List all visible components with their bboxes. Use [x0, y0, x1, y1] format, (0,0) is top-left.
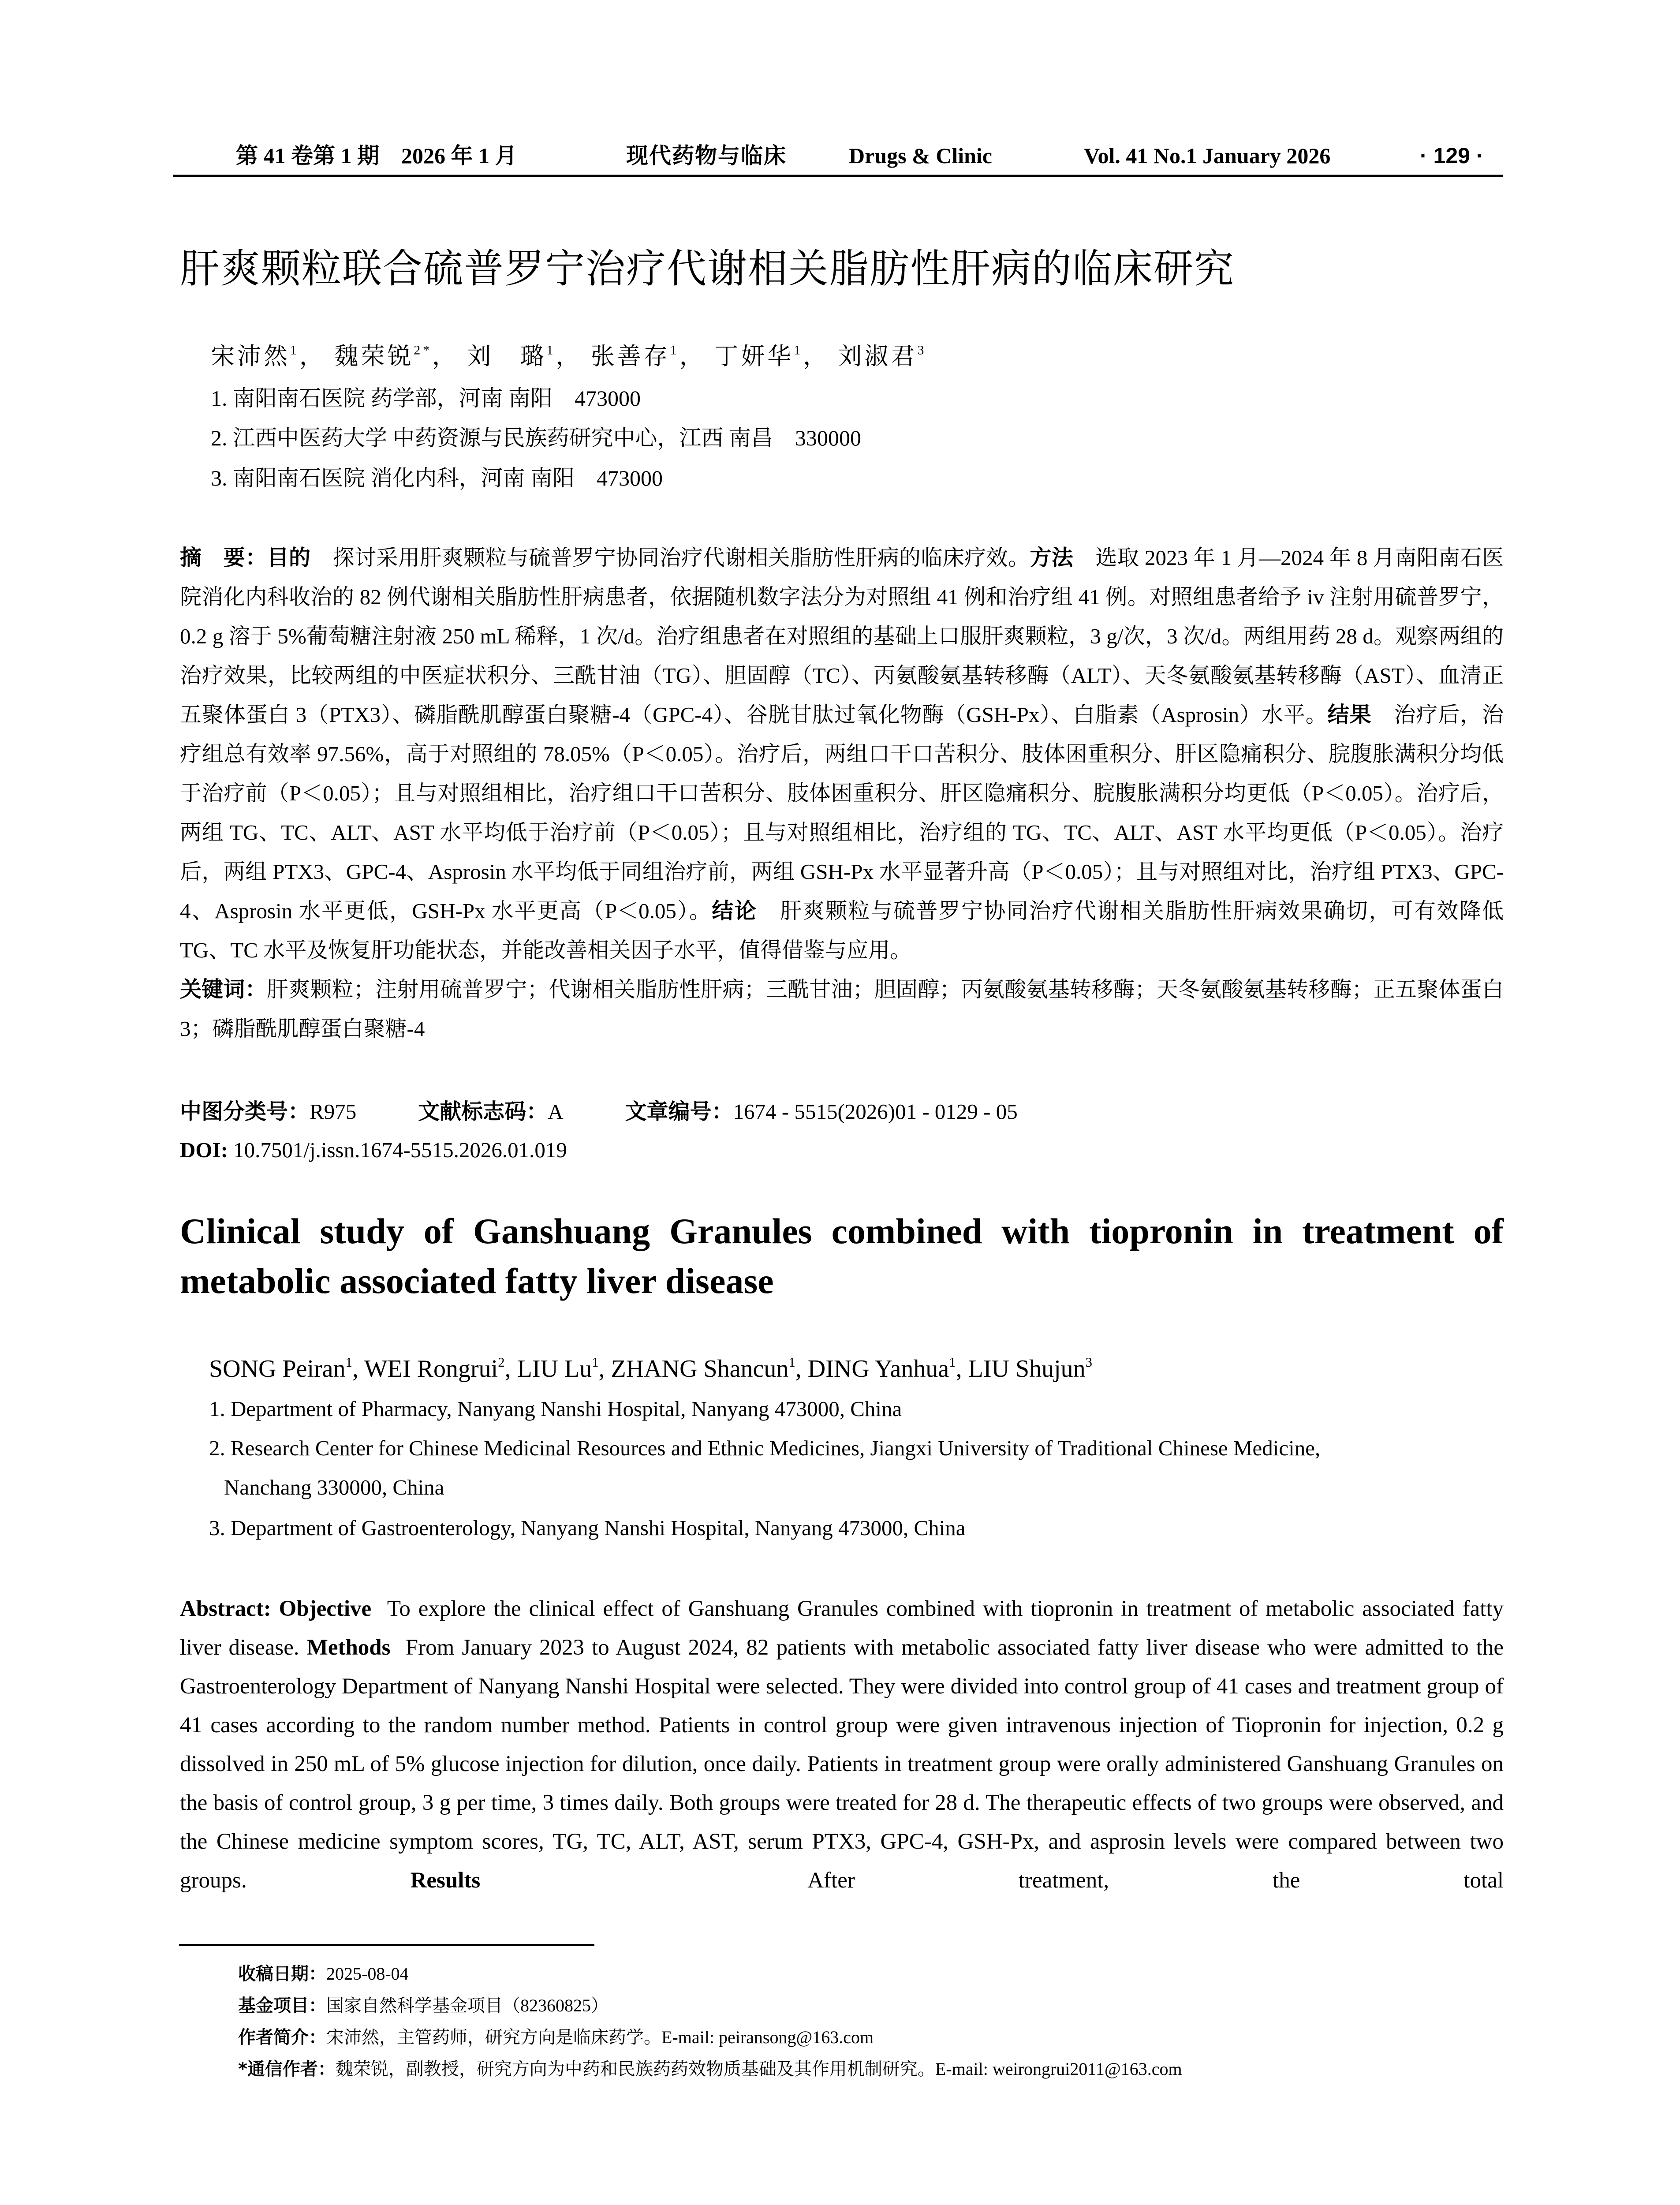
author: 刘 璐$^1$ — [467, 343, 556, 370]
author: SONG Peiran$^1$ — [209, 1354, 352, 1383]
cn-results-label: 结果 — [1327, 702, 1372, 727]
page-number: · 129 · — [1420, 143, 1484, 168]
cn-affiliation-1: 1. 南阳南石医院 药学部，河南 南阳 473000 — [211, 386, 641, 411]
author: 张善存$^1$ — [590, 343, 679, 370]
en-objective-label: Objective — [279, 1596, 372, 1621]
cn-abstract-label: 摘 要： — [180, 545, 267, 570]
clc-label: 中图分类号： — [180, 1099, 310, 1124]
en-affiliation-3: 3. Department of Gastroenterology, Nanyang Nanshi Hospital, Nanyang 473000, China — [209, 1516, 966, 1540]
author: 宋沛然$^1$ — [211, 343, 299, 370]
en-results-label: Results — [410, 1868, 481, 1893]
author: 刘淑君$^3$ — [838, 343, 927, 370]
cn-affiliation-3: 3. 南阳南石医院 消化内科，河南 南阳 473000 — [211, 466, 663, 490]
cn-classification-row — [180, 1092, 1018, 1131]
cn-methods-text: 选取 2023 年 1 月—2024 年 8 月南阳南石医院消化内科收治的 82 例代谢相关脂肪性肝病患者，依据随机数字法分为对照组 41 例和治疗组 41 例。对照组患者给予 iv 注射用硫普罗宁，0.2 g 溶于 5%葡萄糖注射液 250 mL 稀释，1 次/d。治疗组患者在对照组的基础上口服肝爽颗粒，3 g/次，3 次/d。两组用药 28 d。观察两组的治疗效果，比较两组的中医症状积分、三酰甘油（TG）、胆固醇（TC）、丙氨酸氨基转移酶（ALT）、天冬氨酸氨基转移酶（AST）、血清正五聚体蛋白 3（PTX3）、磷脂酰肌醇蛋白聚糖-4（GPC-4）、谷胱甘肽过氧化物酶（GSH-Px）、白脂素（Asprosin）水平。 — [180, 546, 1504, 727]
author: LIU Lu$^1$ — [517, 1354, 599, 1383]
en-methods-text: From January 2023 to August 2024, 82 patients with metabolic associated fatty liver disease who were admitted to the Gastroenterology Department of Nanyang Nanshi Hospital were selected. They were divided into control group of 41 cases and treatment group of 41 cases according to the random number method. Patients in control group were given intravenous injection of Tiopronin for injection, 0.2 g dissolved in 250 mL of 5% glucose injection for dilution, once daily. Patients in treatment group were orally administered Ganshuang Granules on the basis of control group, 3 g per time, 3 times daily. Both groups were treated for 28 d. The therapeutic effects of two groups were observed, and the Chinese medicine symptom scores, TG, TC, ALT, AST, serum PTX3, GPC-4, GSH-Px, and asprosin levels were compared between two groups. — [180, 1635, 1504, 1893]
en-affiliation-1: 1. Department of Pharmacy, Nanyang Nanshi Hospital, Nanyang 473000, China — [209, 1397, 902, 1421]
author: LIU Shujun$^3$ — [968, 1354, 1093, 1383]
cn-methods-label: 方法 — [1030, 545, 1074, 570]
author: WEI Rongrui$^2$ — [364, 1354, 505, 1383]
en-results-text: After treatment, the total — [807, 1868, 1504, 1893]
article-no-value: 1674 - 5515(2026)01 - 0129 - 05 — [733, 1099, 1018, 1124]
cn-results-text: 治疗后，治疗组总有效率 97.56%，高于对照组的 78.05%（P＜0.05）。治疗后，两组口干口苦积分、肢体困重积分、肝区隐痛积分、脘腹胀满积分均低于治疗前（P＜0.05）；且与对照组相比，治疗组口干口苦积分、肢体困重积分、肝区隐痛积分、脘腹胀满积分均更低（P＜0.05）。治疗后，两组 TG、TC、ALT、AST 水平均低于治疗前（P＜0.05）；且与对照组相比，治疗组的 TG、TC、ALT、AST 水平均更低（P＜0.05）。治疗后，两组 PTX3、GPC-4、Asprosin 水平均低于同组治疗前，两组 GSH-Px 水平显著升高（P＜0.05）；且与对照组对比，治疗组 PTX3、GPC-4、Asprosin 水平更低，GSH-Px 水平更高（P＜0.05）。 — [180, 703, 1504, 923]
doi-row — [180, 1130, 567, 1170]
cn-abstract — [180, 538, 1504, 1048]
clc-value: R975 — [310, 1099, 357, 1124]
running-head-volume: Vol. 41 No.1 January 2026 — [1084, 143, 1331, 168]
doc-code-value: A — [548, 1099, 564, 1124]
running-head-journal-en: Drugs & Clinic — [849, 143, 992, 168]
cn-objective-label: 目的 — [267, 545, 311, 570]
footnote-author-bio: 作者简介：宋沛然，主管药师，研究方向是临床药学。E-mail: peiransong@163.com — [238, 2027, 874, 2048]
running-head — [176, 140, 1504, 171]
en-affiliation-2 — [209, 1428, 1504, 1507]
running-head-issue: 第 41 卷第 1 期 2026 年 1 月 — [236, 143, 517, 168]
footnote-fund: 基金项目：国家自然科学基金项目（82360825） — [238, 1996, 609, 2016]
author: DING Yanhua$^1$ — [807, 1354, 956, 1383]
running-head-journal-cn: 现代药物与临床 — [626, 143, 787, 168]
header-rule — [173, 175, 1503, 177]
cn-conclusion-text: 肝爽颗粒与硫普罗宁协同治疗代谢相关脂肪性肝病效果确切，可有效降低 TG、TC 水平及恢复肝功能状态，并能改善相关因子水平，值得借鉴与应用。 — [180, 899, 1504, 962]
en-affiliation-2-line2: Nanchang 330000, China — [224, 1475, 444, 1499]
author: 魏荣锐$^{2*}$ — [334, 343, 433, 370]
doi-label: DOI: — [180, 1138, 228, 1162]
cn-affiliation-2: 2. 江西中医药大学 中药资源与民族药研究中心，江西 南昌 330000 — [211, 426, 861, 450]
footnote-received: 收稿日期：2025-08-04 — [238, 1964, 409, 1984]
cn-title: 肝爽颗粒联合硫普罗宁治疗代谢相关脂肪性肝病的临床研究 — [180, 246, 1235, 292]
en-objective-text: To explore the clinical effect of Ganshuang Granules combined with tiopronin in treatment of metabolic associated fatty liver disease. — [180, 1596, 1504, 1660]
author: ZHANG Shancun$^1$ — [611, 1354, 795, 1383]
cn-keywords-label: 关键词： — [180, 977, 267, 1002]
footnotes — [238, 1958, 1182, 2085]
cn-keywords: 肝爽颗粒；注射用硫普罗宁；代谢相关脂肪性肝病；三酰甘油；胆固醇；丙氨酸氨基转移酶；天冬氨酸氨基转移酶；正五聚体蛋白 3；磷脂酰肌醇蛋白聚糖-4 — [180, 977, 1504, 1041]
en-abstract-label: Abstract: — [180, 1596, 271, 1621]
author: 丁妍华$^1$ — [714, 343, 803, 370]
footnote-corresponding: *通信作者：魏荣锐，副教授，研究方向为中药和民族药药效物质基础及其作用机制研究。E-mail: weirongrui2011@163.com — [238, 2059, 1182, 2079]
doi-value[interactable]: 10.7501/j.issn.1674-5515.2026.01.019 — [233, 1138, 567, 1162]
footnote-rule — [179, 1944, 594, 1946]
doc-code-label: 文献标志码： — [418, 1099, 548, 1124]
en-title: Clinical study of Ganshuang Granules combined with tiopronin in treatment of metabolic associated fatty liver disease — [180, 1211, 1504, 1301]
cn-objective-text: 探讨采用肝爽颗粒与硫普罗宁协同治疗代谢相关脂肪性肝病的临床疗效。 — [332, 546, 1030, 570]
cn-authors: 宋沛然$^1$， 魏荣锐$^{2*}$， 刘 璐$^1$， 张善存$^1$， 丁妍华$^1$， 刘淑君$^3$ — [211, 343, 927, 370]
cn-conclusion-label: 结论 — [712, 898, 758, 923]
en-affiliation-2-line1: 2. Research Center for Chinese Medicinal Resources and Ethnic Medicines, Jiangxi University of Traditional Chinese Medicine, — [209, 1436, 1321, 1460]
en-methods-label: Methods — [306, 1635, 391, 1660]
en-abstract — [180, 1589, 1504, 1900]
en-authors: SONG Peiran$^1$, WEI Rongrui$^2$, LIU Lu$^1$, ZHANG Shancun$^1$, DING Yanhua$^1$, LIU Shujun$^3$ — [209, 1354, 1093, 1383]
article-no-label: 文章编号： — [625, 1099, 733, 1124]
